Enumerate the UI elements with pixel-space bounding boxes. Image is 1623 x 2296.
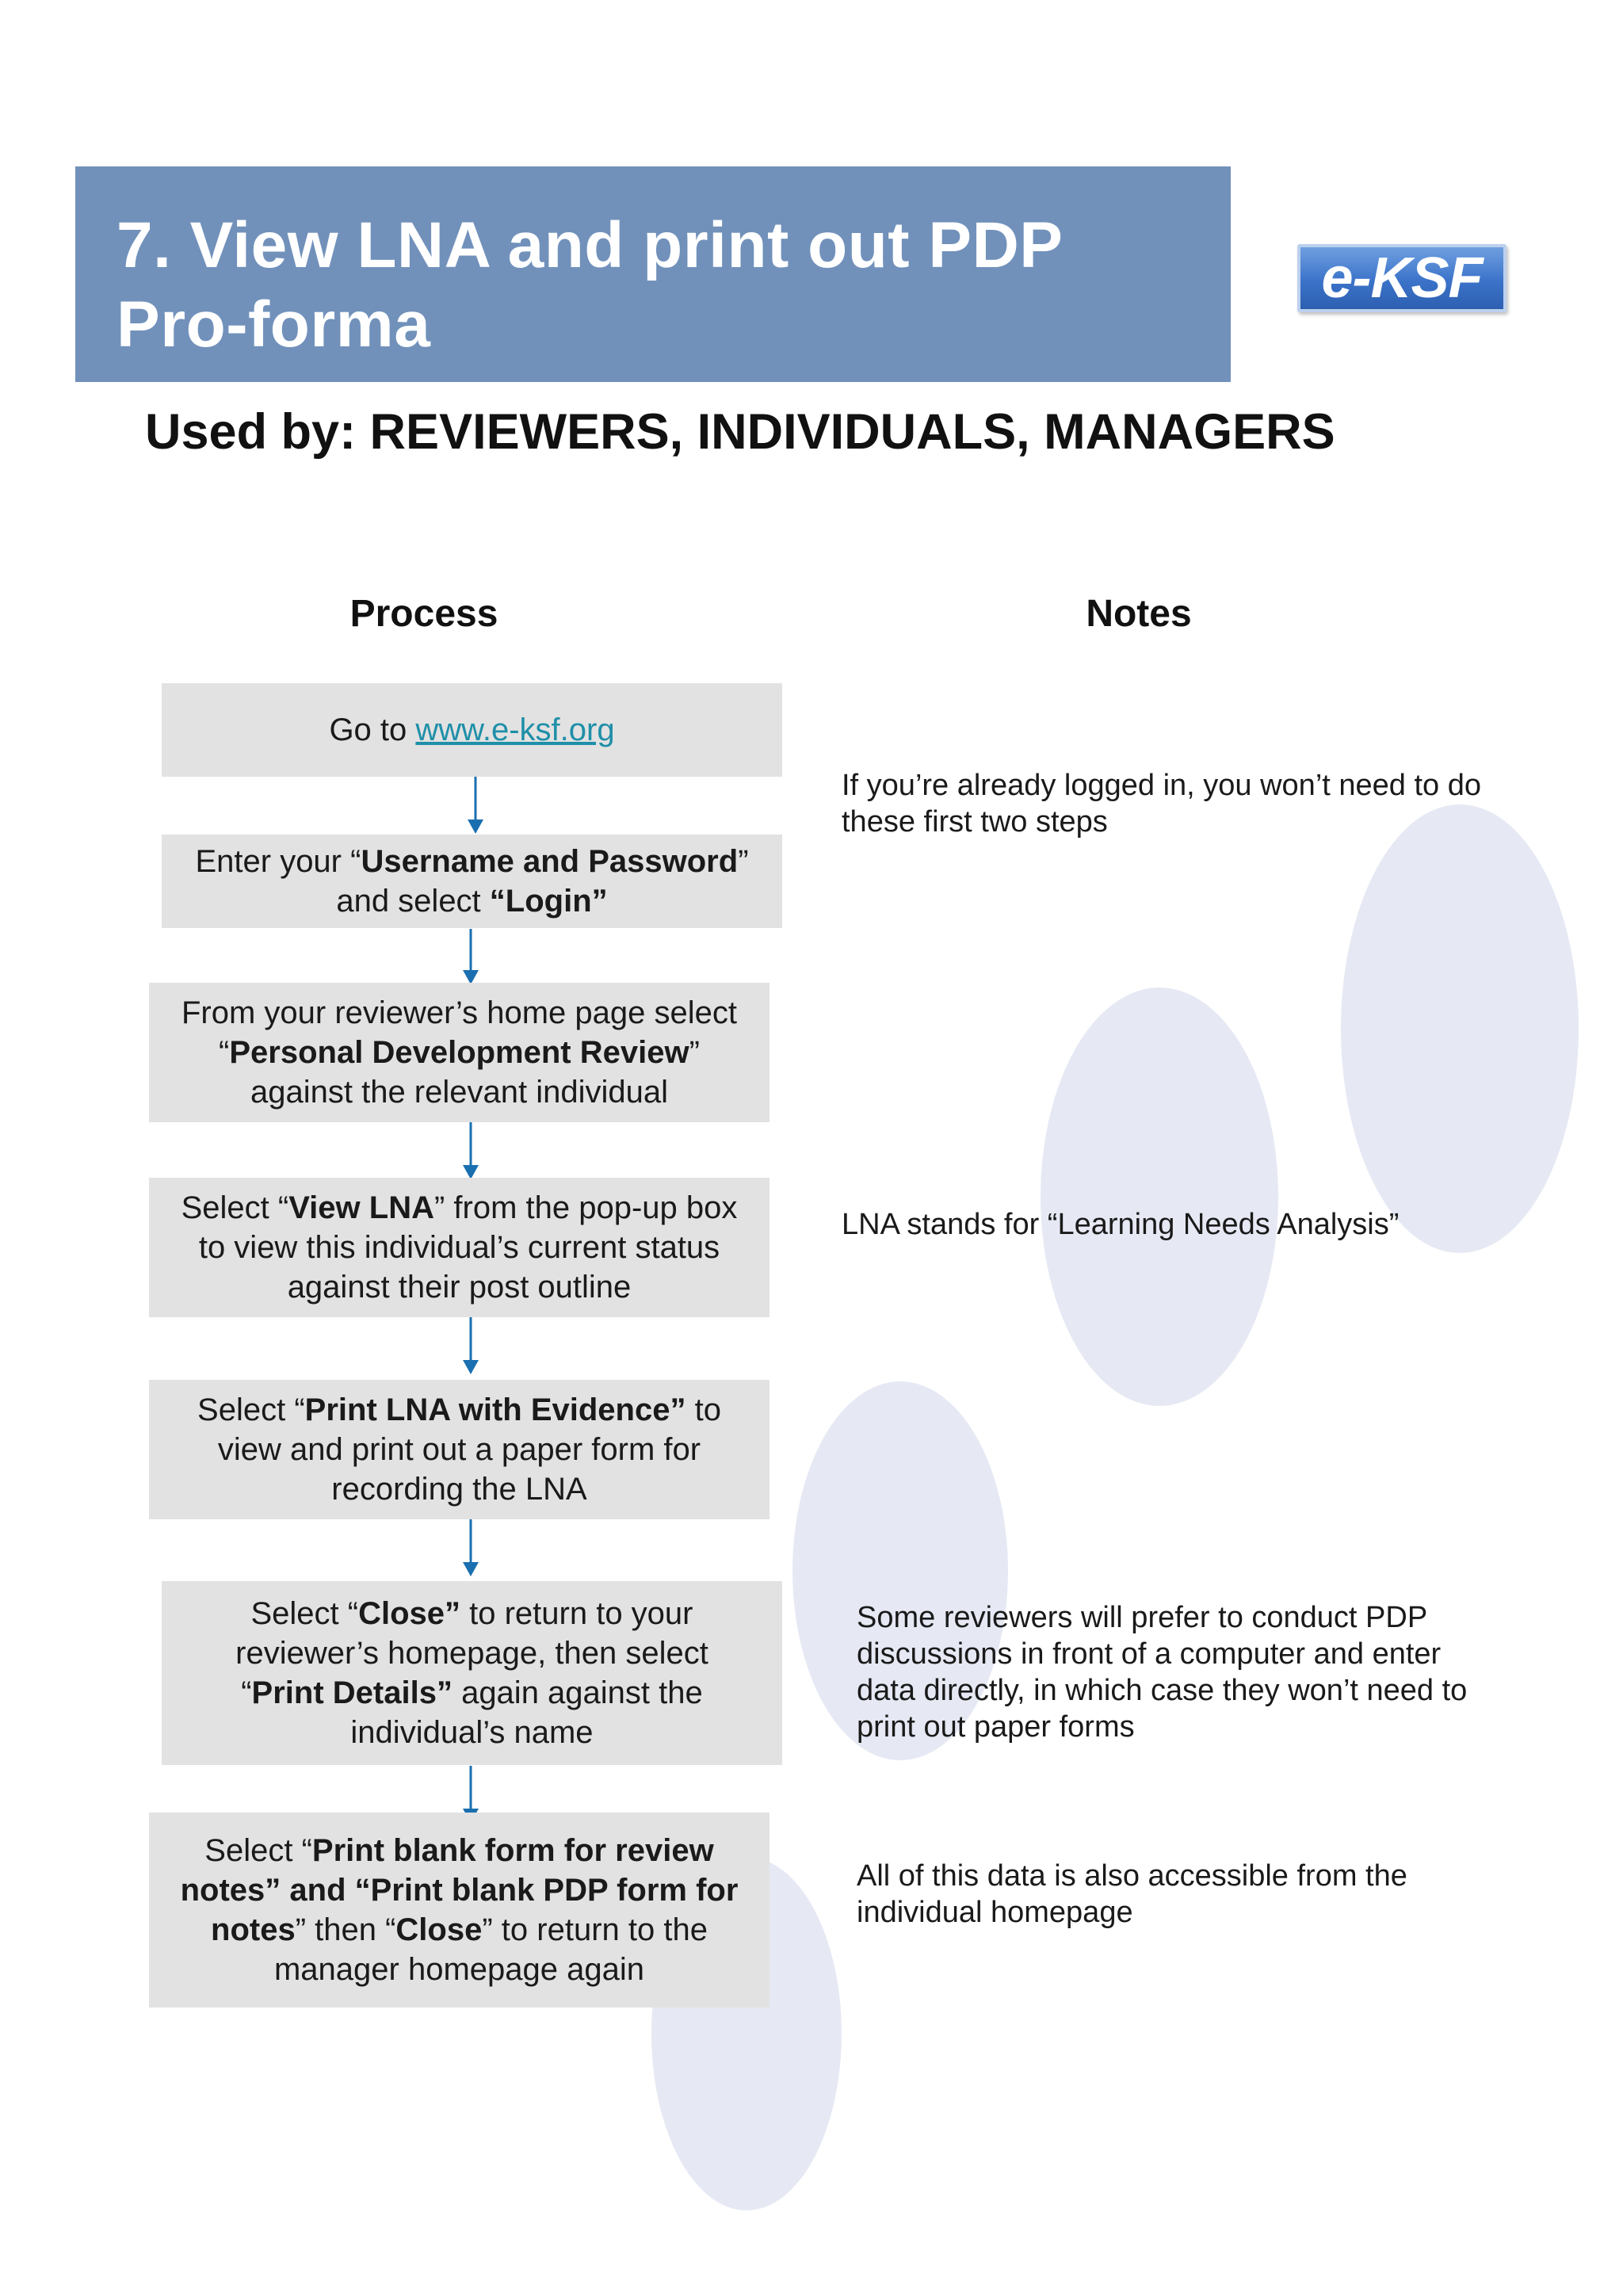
step-text: “ [219,1035,230,1070]
step-text: Go to [329,712,416,747]
process-step-5 [149,1380,769,1519]
process-step-4-text [181,1188,738,1307]
step-text: Select “ [197,1392,305,1427]
process-step-3 [149,983,769,1122]
step-text: ” [738,844,749,879]
title-banner [75,166,1231,382]
step-text-bold: Print blank form for review [311,1833,714,1868]
note-line: Some reviewers will prefer to conduct PDP [857,1601,1428,1634]
step-text: to [685,1392,721,1427]
step-text: ” [689,1035,700,1070]
step-text-bold: View LNA [288,1190,434,1225]
process-step-6-text [235,1594,708,1752]
step-text-bold: Close [395,1912,483,1947]
flow-arrow-5 [455,1519,487,1576]
step-text-bold: Close” [358,1596,461,1631]
step-text: Select “ [181,1190,289,1225]
step-text: “ [241,1675,252,1710]
step-text: recording the LNA [331,1472,587,1507]
step-text: ” from the pop-up box [433,1190,738,1225]
process-step-1-text [329,710,614,750]
step-text: ” to return to the [482,1912,708,1947]
note-line: All of this data is also accessible from the [857,1859,1407,1893]
decorative-ellipse [1341,804,1579,1253]
step-text-bold: Username and Password [361,844,739,879]
step-text: against their post outline [287,1270,632,1305]
note-line: If you’re already logged in, you won’t need to do [842,769,1481,802]
note-line: individual homepage [857,1896,1133,1929]
decorative-ellipse [1041,988,1278,1406]
eksf-logo: e-KSF [1297,244,1507,312]
page-title-line-2: Pro-forma [116,288,431,361]
step-text: individual’s name [350,1715,594,1750]
page-title-line-1: 7. View LNA and print out PDP [116,209,1064,281]
process-column-heading: Process [349,593,498,635]
step-text-bold: Print LNA with Evidence” [304,1392,686,1427]
step-text: against the relevant individual [250,1075,668,1110]
step-text: From your reviewer’s home page select [181,995,738,1030]
note-direct-data-entry [857,1599,1467,1745]
step-text-bold: notes” and “Print blank PDP form for [180,1873,739,1908]
flow-arrow-2 [455,929,487,984]
step-text-bold: Personal Development Review [229,1035,689,1070]
eksf-website-link[interactable]: www.e-ksf.org [415,712,615,747]
step-text: ” then “ [295,1912,396,1947]
step-text: Enter your “ [195,844,361,879]
step-text: reviewer’s homepage, then select [235,1636,708,1671]
step-text-bold: “Login” [489,884,608,919]
step-text: to view this individual’s current status [198,1230,720,1265]
note-already-logged-in [842,767,1481,840]
step-text: Select “ [250,1596,359,1631]
flow-arrow-1 [460,777,491,834]
process-step-5-text [197,1390,721,1509]
step-text: view and print out a paper form for [217,1432,701,1467]
process-step-2-text [195,842,748,921]
used-by-heading: Used by: REVIEWERS, INDIVIDUALS, MANAGERS [145,404,1335,460]
process-step-7-text [181,1831,739,1989]
note-line: print out paper forms [857,1710,1135,1744]
note-line: these first two steps [842,805,1108,839]
note-lna-meaning [842,1206,1399,1243]
step-text: to return to your [460,1596,693,1631]
step-text: manager homepage again [273,1952,644,1987]
note-line: data directly, in which case they won’t need to [857,1674,1468,1707]
step-text-bold: Print Details” [251,1675,453,1710]
process-step-7 [149,1813,769,2008]
process-step-4 [149,1178,769,1317]
process-step-3-text [181,993,737,1112]
step-text: again against the [452,1675,703,1710]
process-step-1 [162,683,782,777]
flow-arrow-3 [455,1122,487,1179]
note-line: LNA stands for “Learning Needs Analysis” [842,1208,1400,1241]
process-step-6 [162,1581,782,1765]
note-line: discussions in front of a computer and enter [857,1637,1442,1671]
step-text-bold: notes [211,1912,296,1947]
flow-arrow-4 [455,1317,487,1374]
note-individual-homepage [857,1858,1407,1931]
process-step-2 [162,835,782,928]
step-text: Select “ [204,1833,312,1868]
step-text: and select [336,884,490,919]
notes-column-heading: Notes [1086,593,1192,635]
